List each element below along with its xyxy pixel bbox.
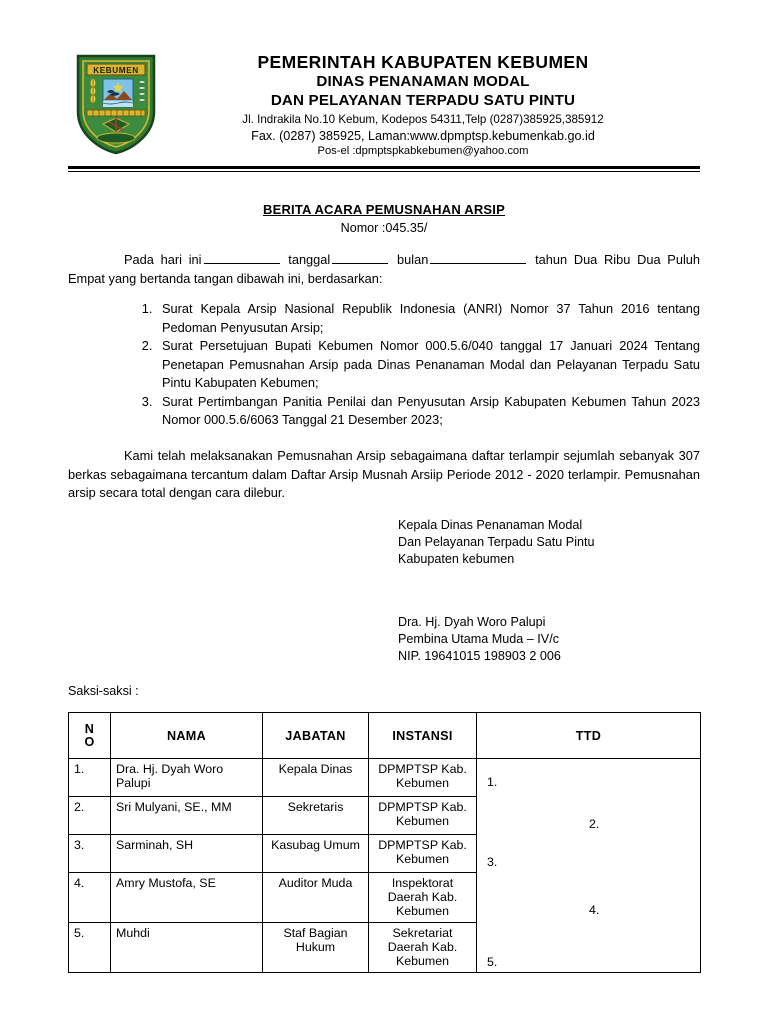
signatory-title-line-2: Dan Pelayanan Terpadu Satu Pintu — [398, 534, 595, 549]
signatory-nip: NIP. 19641015 198903 2 006 — [398, 649, 561, 664]
witness-table-body — [69, 759, 701, 973]
witness-table-head — [69, 713, 701, 759]
date-blank-field[interactable] — [332, 251, 388, 264]
cell-jabatan: Kepala Dinas — [263, 759, 369, 797]
signatory-title-line-1: Kepala Dinas Penanaman Modal — [398, 517, 583, 532]
cell-instansi: Inspektorat Daerah Kab. Kebumen — [369, 873, 477, 923]
cell-nama: Amry Mustofa, SE — [111, 873, 263, 923]
opening-text-1: Pada hari ini — [124, 252, 202, 268]
cell-nama: Dra. Hj. Dyah Woro Palupi — [111, 759, 263, 797]
address-line-3: Pos-el :dpmptspkabkebumen@yahoo.com — [317, 145, 529, 158]
column-header-no-line1: N — [84, 721, 95, 736]
closing-paragraph: Kami telah melaksanakan Pemusnahan Arsip sebagaimana daftar terlampir sejumlah sebanyak 307 berkas sebagaimana tercantum dalam Daftar Arsip Musnah Arsiip Periode 2012 - 2020 terlampir. Pemusnahan arsip secara total dengan cara dilebur. — [68, 447, 700, 501]
signatory-rank: Pembina Utama Muda – IV/c — [398, 632, 559, 647]
government-line: PEMERINTAH KABUPATEN KEBUMEN — [257, 52, 589, 72]
divider-thin-rule — [68, 171, 700, 172]
address-line-2: Fax. (0287) 385925, Laman:www.dpmptsp.kebumenkab.go.id — [251, 128, 595, 143]
opening-text-3: bulan — [397, 252, 429, 268]
department-line-1: DINAS PENANAMAN MODAL — [316, 73, 530, 91]
cell-nama: Sarminah, SH — [111, 835, 263, 873]
column-header-no — [69, 713, 111, 759]
svg-text:KEBUMEN: KEBUMEN — [93, 66, 139, 75]
opening-paragraph — [68, 251, 700, 288]
day-blank-field[interactable] — [204, 251, 280, 264]
cell-nama: Sri Mulyani, SE., MM — [111, 797, 263, 835]
cell-jabatan: Sekretaris — [263, 797, 369, 835]
column-header-instansi: INSTANSI — [369, 713, 477, 759]
cell-ttd-merged[interactable] — [477, 759, 701, 973]
column-header-nama: NAMA — [111, 713, 263, 759]
witness-table — [68, 712, 701, 973]
letterhead-text — [164, 52, 700, 159]
witnesses-label: Saksi-saksi : — [68, 684, 139, 699]
cell-instansi: Sekretariat Daerah Kab. Kebumen — [369, 923, 477, 973]
column-header-no-line2: O — [84, 734, 95, 749]
signature-block — [68, 517, 700, 666]
reference-item-3: 3. Surat Pertimbangan Panitia Penilai dan Penyusutan Arsip Kabupaten Kebumen Tahun 2023 Nomor 000.5.6/6063 Tanggal 21 Desember 2023; — [156, 393, 700, 430]
column-header-ttd: TTD — [477, 713, 701, 759]
opening-text-2: tanggal — [288, 252, 331, 268]
signature-space — [398, 568, 700, 614]
cell-instansi: DPMPTSP Kab. Kebumen — [369, 759, 477, 797]
crest-container — [68, 48, 164, 156]
reference-list — [68, 300, 700, 430]
cell-instansi: DPMPTSP Kab. Kebumen — [369, 835, 477, 873]
document-number: Nomor :045.35/ — [340, 220, 428, 235]
kebumen-regency-crest-icon — [73, 52, 159, 156]
cell-jabatan: Kasubag Umum — [263, 835, 369, 873]
cell-no: 3. — [69, 835, 111, 873]
table-row — [69, 759, 701, 797]
ttd-mark-2: 2. — [589, 817, 600, 832]
document-body — [0, 202, 768, 973]
address-line-1: Jl. Indrakila No.10 Kebum, Kodepos 54311,Telp (0287)385925,385912 — [242, 113, 604, 127]
document-title: BERITA ACARA PEMUSNAHAN ARSIP — [263, 201, 505, 217]
ttd-mark-3: 3. — [487, 855, 498, 870]
signatory-name: Dra. Hj. Dyah Woro Palupi — [398, 614, 546, 629]
signatory-title-line-3: Kabupaten kebumen — [398, 551, 515, 566]
cell-jabatan: Staf Bagian Hukum — [263, 923, 369, 973]
ttd-mark-5: 5. — [487, 955, 498, 970]
month-blank-field[interactable] — [430, 251, 526, 264]
letterhead-divider — [68, 166, 700, 172]
reference-item-1: 1. Surat Kepala Arsip Nasional Republik Indonesia (ANRI) Nomor 37 Tahun 2016 tentang Pedoman Penyusutan Arsip; — [156, 300, 700, 337]
cell-nama: Muhdi — [111, 923, 263, 973]
cell-jabatan: Auditor Muda — [263, 873, 369, 923]
cell-instansi: DPMPTSP Kab. Kebumen — [369, 797, 477, 835]
column-header-jabatan: JABATAN — [263, 713, 369, 759]
table-header-row — [69, 713, 701, 759]
letterhead — [0, 0, 768, 159]
department-line-2: DAN PELAYANAN TERPADU SATU PINTU — [270, 91, 576, 109]
reference-item-2: 2. Surat Persetujuan Bupati Kebumen Nomor 000.5.6/040 tanggal 17 Januari 2024 Tentang Penetapan Pemusnahan Arsip pada Dinas Penanaman Modal dan Pelayanan Terpadu Satu Pintu Kabupaten Kebumen; — [156, 337, 700, 393]
ttd-mark-4: 4. — [589, 903, 600, 918]
cell-no: 2. — [69, 797, 111, 835]
cell-no: 5. — [69, 923, 111, 973]
cell-no: 4. — [69, 873, 111, 923]
cell-no: 1. — [69, 759, 111, 797]
ttd-mark-1: 1. — [487, 775, 498, 790]
opening-text-4: tahun Dua Ribu Dua Puluh Empat yang bertanda tangan dibawah ini, berdasarkan: — [68, 252, 701, 286]
